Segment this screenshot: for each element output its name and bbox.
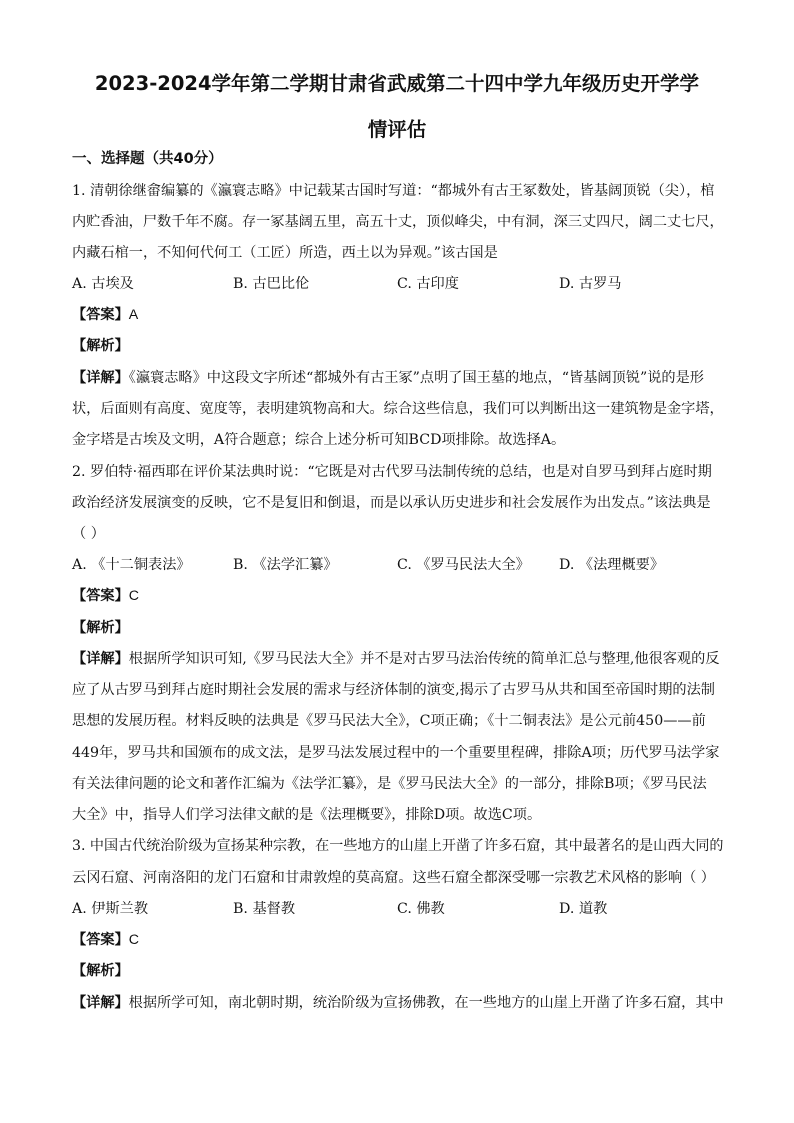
q1-detail-line-2: 状，后面则有高度、宽度等，表明建筑物高和大。综合这些信息，我们可以判断出这一建筑物是金字塔， (72, 401, 724, 417)
q1-stem-line-1: 1. 清朝徐继畲编纂的《瀛寰志略》中记载某古国时写道：“都城外有古王冢数处，皆基阔顶锐（尖），棺 (72, 183, 715, 199)
q2-detail-line-3: 思想的发展历程。材料反映的法典是《罗马民法大全》，C项正确；《十二铜表法》是公元前450——前 (72, 713, 706, 729)
q3-option-a: A. 伊斯兰教 (72, 901, 149, 917)
q2-answer-value: C (128, 588, 140, 604)
document-title-line-2: 情评估 (367, 118, 427, 141)
q2-option-c: C. 《罗马民法大全》 (397, 557, 530, 573)
section-heading: 一、选择题（共40分） (72, 151, 223, 167)
q3-answer-value: C (128, 932, 140, 948)
q3-option-b: B. 基督教 (233, 901, 296, 917)
q1-stem-line-3: 内藏石棺一，不知何代何工（工匠）所造，西土以为异观。”该古国是 (72, 245, 498, 261)
q2-detail-line-2: 应了从古罗马到拜占庭时期社会发展的需求与经济体制的演变,揭示了古罗马从共和国至帝国时期的法制 (72, 682, 715, 698)
q2-stem-line-1: 2. 罗伯特·福西耶在评价某法典时说：“它既是对古代罗马法制传统的总结，也是对自罗马到拜占庭时期 (72, 464, 712, 480)
q2-answer: 【答案】C (72, 588, 140, 604)
q1-option-c: C. 古印度 (397, 276, 459, 292)
q3-detail-line-1: 【详解】根据所学可知，南北朝时期，统治阶级为宣扬佛教，在一些地方的山崖上开凿了许多石窟，其中 (72, 995, 724, 1011)
q3-stem-line-1: 3. 中国古代统治阶级为宣扬某种宗教，在一些地方的山崖上开凿了许多石窟，其中最著名的是山西大同的 (72, 838, 724, 854)
q1-analysis-label: 【解析】 (72, 338, 129, 354)
q1-option-b: B. 古巴比伦 (233, 276, 310, 292)
q1-stem-line-2: 内贮香油，尸数千年不腐。存一冢基阔五里，高五十丈，顶似峰尖，中有洞，深三丈四尺，阔二丈七尺， (72, 214, 724, 230)
q3-stem-line-2: 云冈石窟、河南洛阳的龙门石窟和甘肃敦煌的莫高窟。这些石窟全都深受哪一宗教艺术风格的影响（ ） (72, 870, 715, 886)
q2-detail-line-5: 有关法律问题的论文和著作汇编为《法学汇纂》，是《罗马民法大全》的一部分，排除B项；《罗马民法 (72, 776, 707, 792)
q2-stem-line-2: 政治经济发展演变的反映，它不是复旧和倒退，而是以承认历史进步和社会发展作为出发点。”该法典是 (72, 495, 711, 511)
q3-analysis-label: 【解析】 (72, 963, 129, 979)
q2-option-d: D. 《法理概要》 (559, 557, 665, 573)
detail-label: 【详解】 (72, 370, 129, 386)
q2-option-b: B. 《法学汇纂》 (233, 557, 338, 573)
q3-answer: 【答案】C (72, 932, 140, 948)
q2-analysis-label: 【解析】 (72, 620, 129, 636)
q2-detail-line-4: 449年，罗马共和国颁布的成文法，是罗马法发展过程中的一个重要里程碑，排除A项；历代罗马法学家 (72, 745, 720, 761)
q1-detail-line-3: 金字塔是古埃及文明，A符合题意；综合上述分析可知BCD项排除。故选择A。 (72, 432, 566, 448)
q1-answer (72, 305, 138, 325)
q2-detail-line-6: 大全》中，指导人们学习法律文献的是《法理概要》，排除D项。故选C项。 (72, 807, 542, 823)
q2-detail-line-1: 【详解】根据所学知识可知,《罗马民法大全》并不是对古罗马法治传统的简单汇总与整理,他很客观的反 (72, 651, 720, 667)
q1-answer-value: A (128, 307, 139, 323)
q3-option-c: C. 佛教 (397, 901, 445, 917)
q2-option-a: A. 《十二铜表法》 (72, 557, 191, 573)
document-title-line-1: 2023-2024学年第二学期甘肃省武威第二十四中学九年级历史开学学 (94, 72, 700, 95)
q1-option-a: A. 古埃及 (72, 276, 134, 292)
q1-option-d: D. 古罗马 (559, 276, 622, 292)
q3-option-d: D. 道教 (559, 901, 608, 917)
q2-stem-line-3: （ ） (72, 526, 105, 542)
q1-detail-line-1: 【详解】《瀛寰志略》中这段文字所述“都城外有古王冢”点明了国王墓的地点，“皆基阔顶锐”说的是形 (72, 370, 704, 386)
answer-label: 【答案】 (72, 307, 129, 323)
